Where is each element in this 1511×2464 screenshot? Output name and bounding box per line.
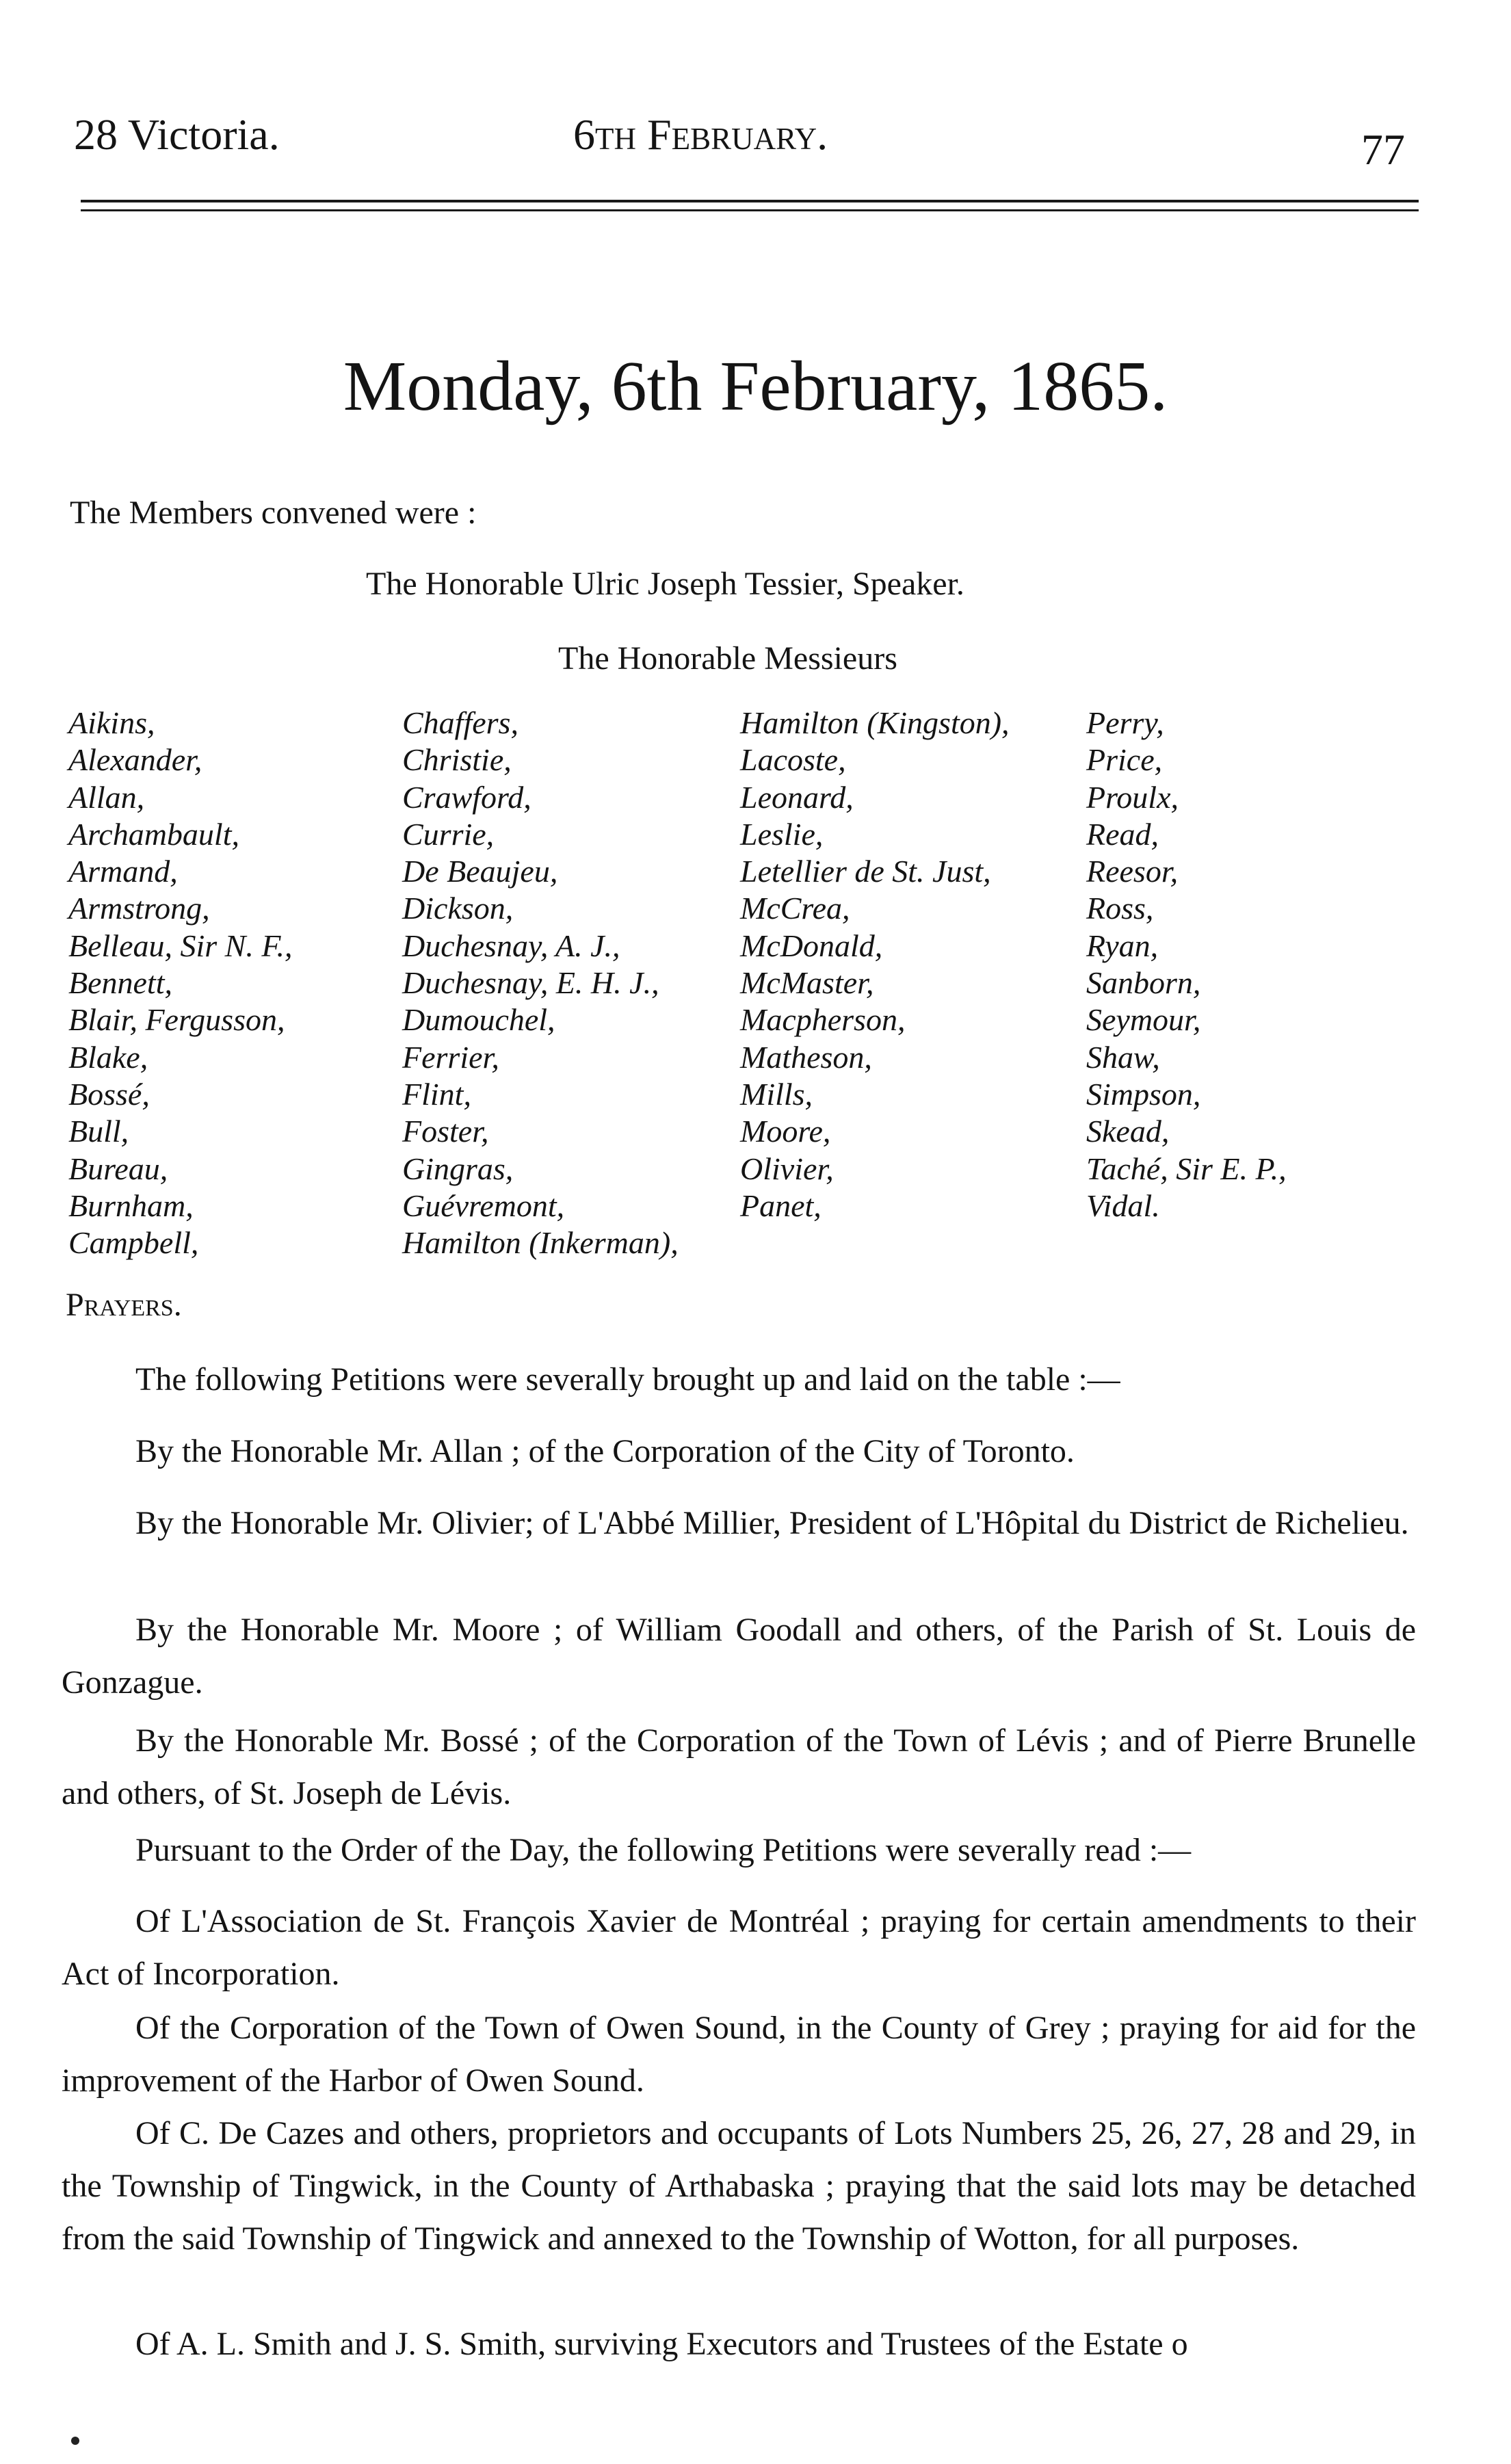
member-name: Hamilton (Inkerman),: [402, 1225, 679, 1261]
paragraph: [62, 2318, 1416, 2370]
paragraph: [62, 1353, 1416, 1406]
member-name: Lacoste,: [740, 742, 846, 778]
member-name: Matheson,: [740, 1039, 872, 1075]
header-rule-top: [81, 200, 1419, 202]
member-name: Gingras,: [402, 1151, 514, 1186]
member-name: Burnham,: [68, 1188, 194, 1223]
member-name: Allan,: [68, 779, 145, 815]
page-title: Monday, 6th February, 1865.: [343, 347, 1168, 425]
paragraph-text: The following Petitions were severally brought up and laid on the table :—: [135, 1361, 1120, 1398]
member-name: Price,: [1086, 742, 1163, 778]
member-name: Bureau,: [68, 1151, 168, 1186]
member-name: Macpherson,: [740, 1002, 906, 1038]
member-name: Taché, Sir E. P.,: [1086, 1151, 1287, 1186]
member-name: Leslie,: [740, 816, 824, 852]
header-date: 6th February.: [573, 110, 828, 159]
paragraph: [62, 2002, 1416, 2107]
member-name: Chaffers,: [402, 705, 518, 740]
member-name: De Beaujeu,: [402, 854, 558, 889]
paragraph-text: Of L'Association de St. François Xavier de Montréal ; praying for certain amendments to their Act of Incorporation.: [62, 1903, 1416, 1992]
member-name: Hamilton (Kingston),: [740, 705, 1010, 740]
member-name: Reesor,: [1086, 854, 1179, 889]
paragraph: [62, 1603, 1416, 1709]
paragraph-text: Of C. De Cazes and others, proprietors and occupants of Lots Numbers 25, 26, 27, 28 and 29, in the Township of Tingwick, in the County of Arthabaska ; praying that the said lots may be detached from the said Township of Tingwick and annexed to the Township of Wotton, for all purposes.: [62, 2115, 1416, 2257]
speaker-line: The Honorable Ulric Joseph Tessier, Speaker.: [366, 566, 964, 602]
member-name: Blake,: [68, 1039, 148, 1075]
member-name: Sanborn,: [1086, 965, 1201, 1001]
paragraph-text: By the Honorable Mr. Olivier; of L'Abbé Millier, President of L'Hôpital du District de Richelieu.: [135, 1505, 1409, 1541]
page-number: 77: [1361, 125, 1405, 174]
paragraph: [62, 2107, 1416, 2265]
paragraph: [62, 1824, 1416, 1876]
member-name: Archambault,: [68, 816, 239, 852]
members-column-2: [402, 705, 679, 1261]
member-name: Armstrong,: [68, 891, 210, 926]
member-name: Dickson,: [402, 891, 514, 926]
member-name: Vidal.: [1086, 1188, 1160, 1223]
member-name: Bull,: [68, 1114, 129, 1149]
member-name: Shaw,: [1086, 1039, 1160, 1075]
member-name: Ross,: [1086, 891, 1154, 926]
member-name: Currie,: [402, 816, 495, 852]
member-name: McCrea,: [740, 891, 850, 926]
member-name: Bennett,: [68, 965, 172, 1001]
member-name: Proulx,: [1086, 779, 1179, 815]
member-name: Crawford,: [402, 779, 531, 815]
member-name: Panet,: [740, 1188, 822, 1223]
prayers-heading: Prayers.: [66, 1287, 182, 1323]
member-name: Mills,: [740, 1076, 813, 1112]
header-regnal-year: 28 Victoria.: [74, 110, 280, 159]
member-name: Leonard,: [740, 779, 854, 815]
member-name: Olivier,: [740, 1151, 834, 1186]
member-name: Duchesnay, E. H. J.,: [402, 965, 659, 1001]
member-name: Perry,: [1086, 705, 1164, 740]
member-name: Flint,: [402, 1076, 471, 1112]
member-name: Blair, Fergusson,: [68, 1002, 285, 1038]
member-name: Belleau, Sir N. F.,: [68, 928, 293, 963]
paragraph: [62, 1425, 1416, 1478]
member-name: Armand,: [68, 854, 178, 889]
member-name: McMaster,: [740, 965, 874, 1001]
member-name: Simpson,: [1086, 1076, 1201, 1112]
paragraph-text: By the Honorable Mr. Moore ; of William Goodall and others, of the Parish of St. Louis de Gonzague.: [62, 1612, 1416, 1701]
messieurs-heading: The Honorable Messieurs: [558, 640, 897, 677]
paragraph-text: By the Honorable Mr. Bossé ; of the Corporation of the Town of Lévis ; and of Pierre Brunelle and others, of St. Joseph de Lévis.: [62, 1722, 1416, 1811]
member-name: Read,: [1086, 816, 1159, 852]
member-name: Christie,: [402, 742, 512, 778]
member-name: Campbell,: [68, 1225, 199, 1261]
paragraph-text: Pursuant to the Order of the Day, the following Petitions were severally read :—: [135, 1832, 1192, 1868]
member-name: Alexander,: [68, 742, 202, 778]
member-name: Foster,: [402, 1114, 489, 1149]
paragraph-text: Of the Corporation of the Town of Owen Sound, in the County of Grey ; praying for aid for the improvement of the Harbor of Owen Sound.: [62, 2010, 1416, 2099]
member-name: Seymour,: [1086, 1002, 1201, 1038]
member-name: Guévremont,: [402, 1188, 565, 1223]
paragraph: [62, 1714, 1416, 1820]
ink-speck: [71, 2437, 79, 2445]
members-column-1: [68, 705, 293, 1261]
members-column-3: [740, 705, 1010, 1224]
members-column-4: [1086, 705, 1287, 1224]
paragraph: [62, 1895, 1416, 2000]
member-name: McDonald,: [740, 928, 883, 963]
member-name: Aikins,: [68, 705, 155, 740]
paragraph: [62, 1497, 1416, 1549]
paragraph-text: By the Honorable Mr. Allan ; of the Corporation of the City of Toronto.: [135, 1433, 1075, 1469]
members-convened-intro: The Members convened were :: [70, 495, 477, 531]
member-name: Skead,: [1086, 1114, 1170, 1149]
member-name: Letellier de St. Just,: [740, 854, 991, 889]
member-name: Duchesnay, A. J.,: [402, 928, 620, 963]
member-name: Ryan,: [1086, 928, 1159, 963]
member-name: Ferrier,: [402, 1039, 499, 1075]
member-name: Bossé,: [68, 1076, 150, 1112]
member-name: Moore,: [740, 1114, 831, 1149]
member-name: Dumouchel,: [402, 1002, 555, 1038]
header-rule-bottom: [81, 209, 1419, 211]
paragraph-text: Of A. L. Smith and J. S. Smith, surviving Executors and Trustees of the Estate o: [135, 2326, 1188, 2362]
